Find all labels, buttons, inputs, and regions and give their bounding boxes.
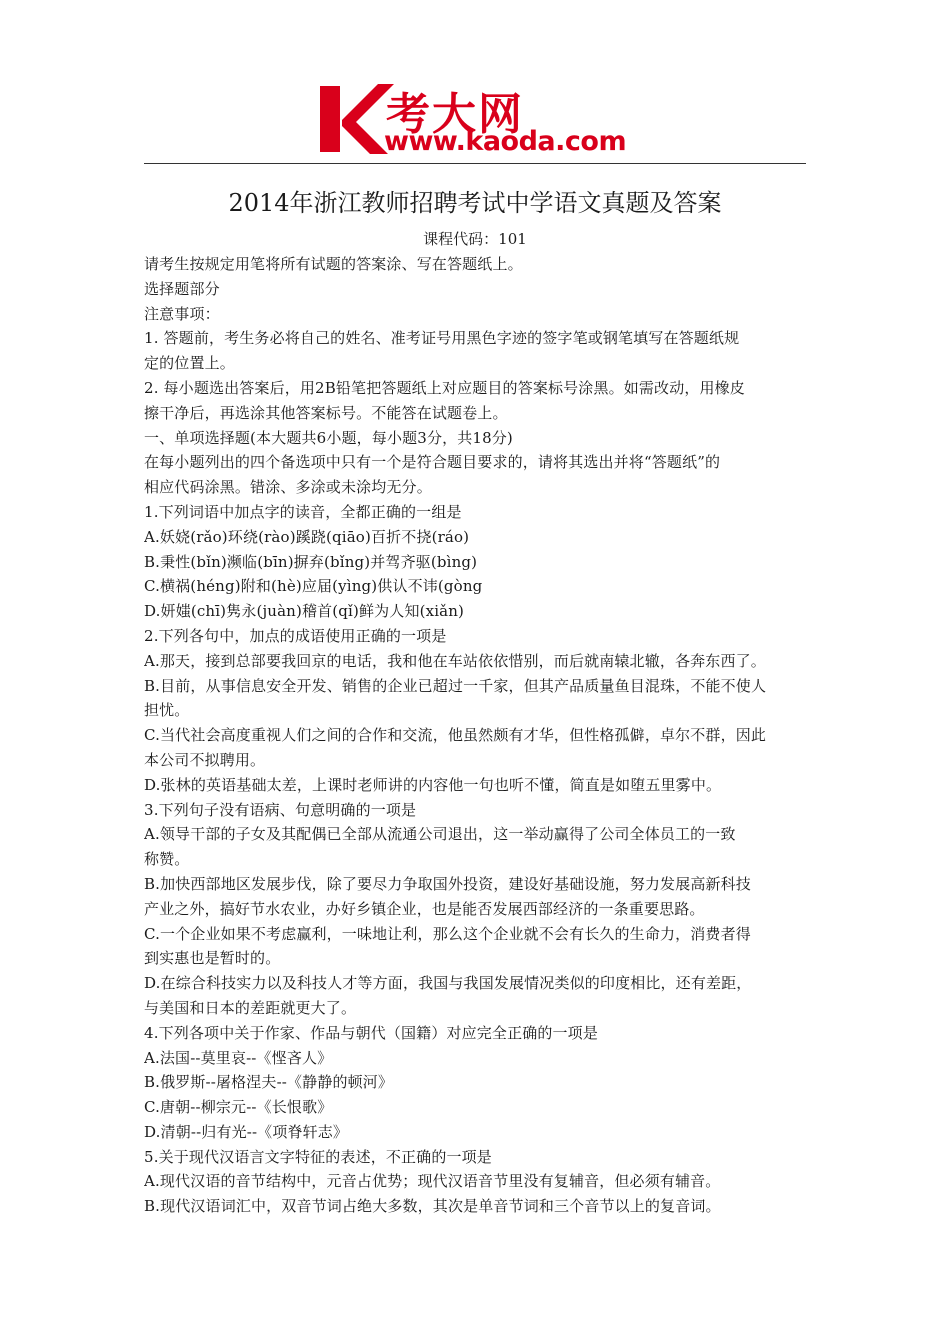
text-line: 相应代码涂黑。错涂、多涂或未涂均无分。 [144, 478, 432, 497]
header-divider [144, 163, 806, 164]
text-line: B.目前，从事信息安全开发、销售的企业已超过一千家，但其产品质量鱼目混珠，不能不使人 [144, 676, 767, 695]
text-line: C.一个企业如果不考虑赢利，一味地让利，那么这个企业就不会有长久的生命力，消费者得 [144, 924, 751, 943]
text-line: 4.下列各项中关于作家、作品与朝代（国籍）对应完全正确的一项是 [144, 1023, 598, 1042]
text-line: C.横祸(héng)附和(hè)应届(yìng)供认不讳(gòng [144, 577, 483, 596]
text-line: 本公司不拟聘用。 [144, 750, 266, 769]
document-body [144, 252, 808, 1219]
text-line: 到实惠也是暂时的。 [144, 949, 281, 968]
text-line: 1.下列词语中加点字的读音，全都正确的一组是 [144, 502, 462, 521]
document-title: 2014年浙江教师招聘考试中学语文真题及答案 [228, 189, 722, 217]
text-line: A.那天，接到总部要我回京的电话，我和他在车站依依惜别，而后就南辕北辙，各奔东西了。 [144, 651, 766, 670]
text-line: 2.下列各句中，加点的成语使用正确的一项是 [144, 626, 447, 645]
text-line: A.领导干部的子女及其配偶已全部从流通公司退出，这一举动赢得了公司全体员工的一致 [144, 825, 736, 844]
text-line: 一、单项选择题(本大题共6小题，每小题3分，共18分) [144, 428, 513, 447]
text-line: 请考生按规定用笔将所有试题的答案涂、写在答题纸上。 [144, 255, 523, 273]
kaoda-logo[interactable] [318, 80, 638, 160]
text-line: 2. 每小题选出答案后，用2B铅笔把答题纸上对应题目的答案标号涂黑。如需改动，用橡皮 [144, 378, 745, 397]
text-line: C.唐朝--柳宗元--《长恨歌》 [144, 1098, 333, 1117]
text-line: B.俄罗斯--屠格涅夫--《静静的顿河》 [144, 1073, 394, 1092]
text-line: C.当代社会高度重视人们之间的合作和交流，他虽然颇有才华，但性格孤僻，卓尔不群，因此 [144, 726, 767, 745]
text-line: 与美国和日本的差距就更大了。 [144, 998, 357, 1017]
text-line: 产业之外，搞好节水农业，办好乡镇企业，也是能否发展西部经济的一条重要思路。 [144, 899, 705, 918]
text-line: 在每小题列出的四个备选项中只有一个是符合题目要求的，请将其选出并将“答题纸”的 [144, 453, 721, 472]
logo-title: 考大网 [386, 89, 524, 140]
text-line: 1. 答题前，考生务必将自己的姓名、准考证号用黑色字迹的签字笔或钢笔填写在答题纸规 [144, 329, 740, 348]
text-line: 5.关于现代汉语言文字特征的表述，不正确的一项是 [144, 1147, 492, 1166]
text-line: 称赞。 [144, 850, 190, 869]
logo-url[interactable]: www.kaoda.com [384, 126, 627, 157]
text-line: 担忧。 [144, 701, 190, 720]
text-line: A.现代汉语的音节结构中，元音占优势；现代汉语音节里没有复辅音，但必须有辅音。 [144, 1172, 721, 1191]
text-line: 注意事项： [144, 304, 220, 323]
text-line: D.张林的英语基础太差，上课时老师讲的内容他一句也听不懂，简直是如堕五里雾中。 [144, 775, 722, 794]
text-line: A.法国--莫里哀--《悭吝人》 [144, 1048, 333, 1067]
course-code: 课程代码：101 [423, 230, 527, 248]
text-line: D.清朝--归有光--《项脊轩志》 [144, 1122, 349, 1141]
text-line: B.秉性(bǐn)濒临(bīn)摒弃(bǐng)并驾齐驱(bìng) [144, 552, 478, 571]
text-line: 擦干净后，再选涂其他答案标号。不能答在试题卷上。 [144, 403, 508, 422]
text-line: D.妍媸(chī)隽永(juàn)稽首(qǐ)鲜为人知(xiǎn) [144, 602, 465, 621]
text-line: 选择题部分 [144, 279, 220, 298]
text-line: 3.下列句子没有语病、句意明确的一项是 [144, 800, 417, 819]
text-line: B.加快西部地区发展步伐，除了要尽力争取国外投资，建设好基础设施，努力发展高新科技 [144, 874, 751, 893]
text-line: D.在综合科技实力以及科技人才等方面，我国与我国发展情况类似的印度相比，还有差距， [144, 974, 752, 993]
text-line: A.妖娆(rǎo)环绕(rào)蹊跷(qiāo)百折不挠(ráo) [144, 527, 470, 546]
text-line: 定的位置上。 [144, 354, 235, 373]
text-line: B.现代汉语词汇中，双音节词占绝大多数，其次是单音节词和三个音节以上的复音词。 [144, 1197, 721, 1216]
